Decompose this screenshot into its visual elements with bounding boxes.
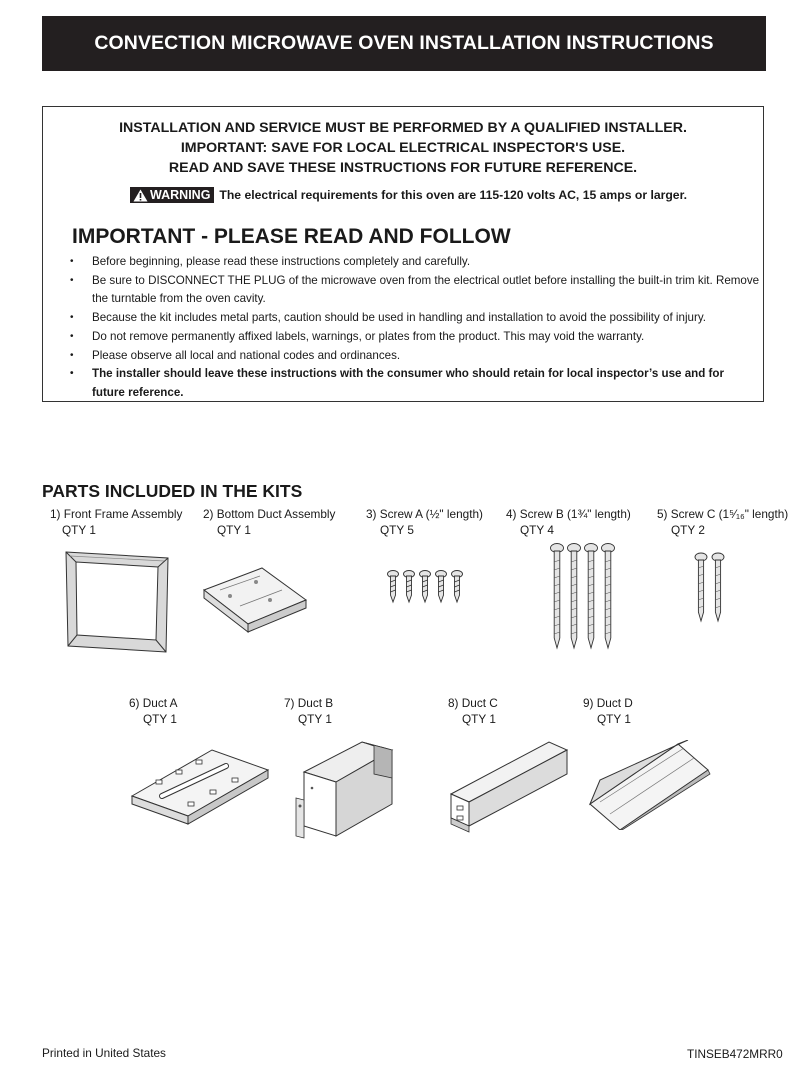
bullet-item: • Because the kit includes metal parts, caution should be used in handling and installation to avoid the possibility of injury.: [70, 309, 760, 328]
duct-b-illustration: [292, 738, 404, 840]
notice-line-save: IMPORTANT: SAVE FOR LOCAL ELECTRICAL INSPECTOR'S USE.: [180, 140, 626, 156]
document-number: TINSEB472MRR0: [687, 1047, 783, 1061]
part-label-screw-a: [366, 506, 483, 538]
part-label-duct-c: [448, 695, 498, 727]
screw-c-illustration: [690, 552, 730, 624]
safety-notice-box: [42, 106, 764, 402]
part-label-front-frame: [50, 506, 182, 538]
part-label-bottom-duct: [203, 506, 335, 538]
notice-line-read: READ AND SAVE THESE INSTRUCTIONS FOR FUTURE REFERENCE.: [168, 160, 638, 176]
duct-d-illustration: [586, 740, 714, 830]
printed-in-note: Printed in United States: [42, 1046, 166, 1060]
part-label-duct-a: [129, 695, 178, 727]
bullet-item: • Do not remove permanently affixed labels, warnings, or plates from the product. This may void the warranty.: [70, 328, 760, 347]
parts-heading: PARTS INCLUDED IN THE KITS: [42, 481, 303, 501]
bullet-item-bold: • The installer should leave these instructions with the consumer who should retain for local inspector’s use and for future reference.: [70, 365, 760, 402]
warning-triangle-icon: [133, 189, 148, 202]
part-label-duct-d: [583, 695, 633, 727]
warning-row: [130, 187, 687, 203]
part-name: 4) Screw B (1¾" length): [506, 507, 631, 521]
part-qty: QTY 1: [62, 523, 96, 537]
part-label-duct-b: [284, 695, 333, 727]
part-name: 9) Duct D: [583, 696, 633, 710]
part-qty: QTY 1: [143, 712, 177, 726]
bottom-duct-illustration: [200, 560, 310, 640]
bullet-item: • Please observe all local and national codes and ordinances.: [70, 347, 760, 366]
warning-text: The electrical requirements for this oven are 115-120 volts AC, 15 amps or larger.: [219, 188, 688, 202]
part-qty: QTY 2: [671, 523, 705, 537]
part-name: 5) Screw C (1⁵⁄₁₆" length): [657, 507, 789, 521]
part-name: 2) Bottom Duct Assembly: [203, 507, 336, 521]
part-label-screw-c: [657, 506, 788, 538]
warning-label: WARNING: [150, 188, 211, 202]
important-bullet-list: [70, 253, 760, 403]
screw-b-illustration: [545, 542, 620, 652]
screw-a-illustration: [385, 570, 470, 605]
bullet-item: • Be sure to DISCONNECT THE PLUG of the microwave oven from the electrical outlet before installing the built-in trim kit. Remove the turntable from the oven cavity.: [70, 272, 760, 309]
notice-line-installer: INSTALLATION AND SERVICE MUST BE PERFORMED BY A QUALIFIED INSTALLER.: [119, 120, 687, 136]
part-qty: QTY 1: [298, 712, 332, 726]
part-name: 6) Duct A: [129, 696, 178, 710]
part-qty: QTY 1: [597, 712, 631, 726]
front-frame-illustration: [64, 548, 170, 656]
important-heading: IMPORTANT - PLEASE READ AND FOLLOW: [72, 225, 511, 248]
part-name: 3) Screw A (½" length): [366, 507, 483, 521]
bullet-item: • Before beginning, please read these instructions completely and carefully.: [70, 253, 760, 272]
part-qty: QTY 5: [380, 523, 414, 537]
page-header-bar: [42, 16, 766, 71]
part-qty: QTY 1: [462, 712, 496, 726]
part-name: 7) Duct B: [284, 696, 334, 710]
part-qty: QTY 1: [217, 523, 251, 537]
duct-a-illustration: [128, 744, 273, 826]
warning-badge: [130, 187, 214, 203]
duct-c-illustration: [445, 738, 573, 836]
page-title: CONVECTION MICROWAVE OVEN INSTALLATION INSTRUCTIONS: [94, 32, 714, 54]
part-name: 1) Front Frame Assembly: [50, 507, 183, 521]
part-label-screw-b: [506, 506, 631, 538]
part-qty: QTY 4: [520, 523, 554, 537]
part-name: 8) Duct C: [448, 696, 498, 710]
